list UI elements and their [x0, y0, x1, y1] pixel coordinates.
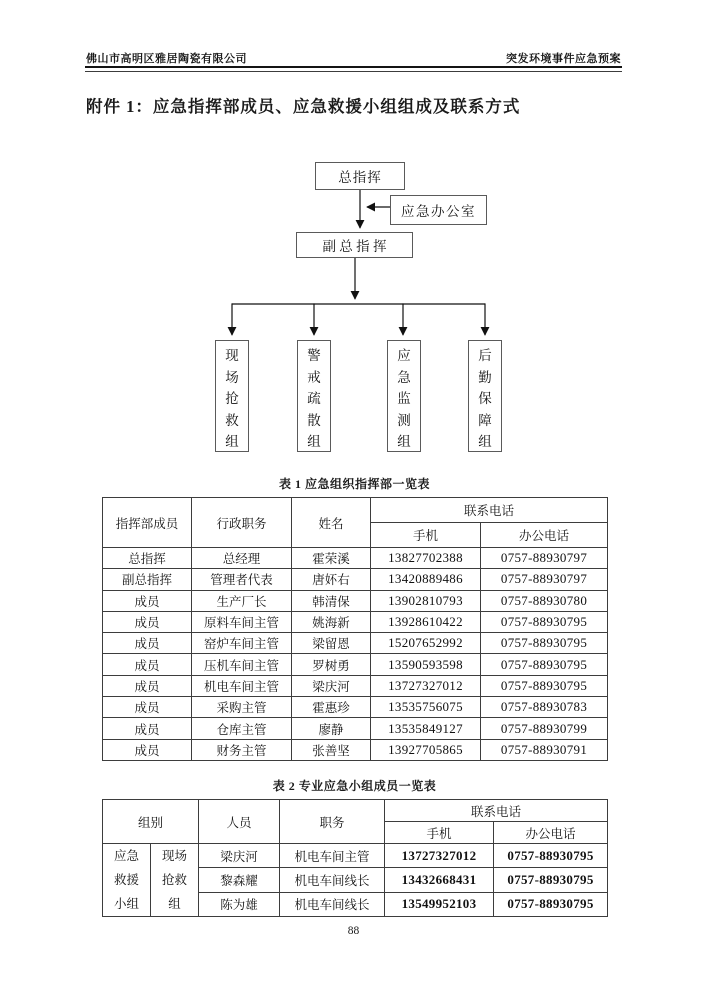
table-row — [103, 654, 608, 675]
cell-office-phone: 0757-88930795 — [481, 611, 608, 632]
cell-title: 仓库主管 — [192, 718, 292, 739]
cell-mobile: 13928610422 — [371, 611, 481, 632]
cell-role: 总指挥 — [103, 548, 192, 569]
cell-title: 原料车间主管 — [192, 611, 292, 632]
col-header-phone-group: 联系电话 — [385, 800, 608, 822]
header-doc-name: 突发环境事件应急预案 — [506, 53, 621, 65]
table-header-row — [103, 800, 608, 822]
cell-name: 黎森耀 — [199, 868, 280, 892]
attachment-title: 附件 1：应急指挥部成员、应急救援小组组成及联系方式 — [86, 97, 521, 116]
table2-caption: 表 2 专业应急小组成员一览表 — [272, 779, 437, 793]
table-row — [103, 697, 608, 718]
col-header-group: 组别 — [103, 800, 199, 844]
node-label: 现场抢救组 — [225, 348, 239, 449]
table1-caption: 表 1 应急组织指挥部一览表 — [278, 477, 430, 491]
cell-subgroup-name — [151, 844, 199, 917]
cell-title: 机电车间线长 — [280, 868, 385, 892]
node-label: 应急监测组 — [397, 348, 411, 449]
cell-office-phone: 0757-88930791 — [481, 739, 608, 760]
col-header-mobile: 手机 — [385, 822, 494, 844]
cell-mobile: 13535849127 — [371, 718, 481, 739]
cell-mobile: 13420889486 — [371, 569, 481, 590]
cell-role: 成员 — [103, 697, 192, 718]
cell-mobile: 13727327012 — [385, 844, 494, 868]
cell-name: 梁留恩 — [292, 633, 371, 654]
col-header-office-phone: 办公电话 — [481, 523, 608, 548]
cell-title: 总经理 — [192, 548, 292, 569]
cell-name: 姚海新 — [292, 611, 371, 632]
cell-office-phone: 0757-88930783 — [481, 697, 608, 718]
cell-title: 机电车间线长 — [280, 892, 385, 916]
cell-title: 机电车间主管 — [192, 675, 292, 696]
cell-title: 生产厂长 — [192, 590, 292, 611]
col-header-name: 姓名 — [292, 498, 371, 548]
table-row — [103, 548, 608, 569]
cell-office-phone: 0757-88930795 — [494, 868, 608, 892]
org-chart — [0, 0, 707, 470]
col-header-person: 人员 — [199, 800, 280, 844]
emergency-team-table — [102, 799, 608, 917]
col-header-phone-group: 联系电话 — [371, 498, 608, 523]
cell-role: 成员 — [103, 633, 192, 654]
cell-title: 窑炉车间主管 — [192, 633, 292, 654]
node-label: 后勤保障组 — [478, 348, 492, 449]
cell-office-phone: 0757-88930780 — [481, 590, 608, 611]
cell-title: 管理者代表 — [192, 569, 292, 590]
col-header-member: 指挥部成员 — [103, 498, 192, 548]
cell-role: 成员 — [103, 739, 192, 760]
cell-mobile: 13727327012 — [371, 675, 481, 696]
cell-office-phone: 0757-88930799 — [481, 718, 608, 739]
cell-name: 张善坚 — [292, 739, 371, 760]
cell-group-name — [103, 844, 151, 917]
command-hq-table — [102, 497, 608, 761]
node-label: 警戒疏散组 — [307, 348, 321, 449]
cell-role: 成员 — [103, 611, 192, 632]
cell-name: 霍荣溪 — [292, 548, 371, 569]
node-logistics-support-group — [468, 340, 502, 452]
table-row — [103, 611, 608, 632]
table-row — [103, 569, 608, 590]
cell-title: 采购主管 — [192, 697, 292, 718]
col-header-admin-title: 行政职务 — [192, 498, 292, 548]
cell-name: 唐妚右 — [292, 569, 371, 590]
cell-mobile: 13927705865 — [371, 739, 481, 760]
cell-name: 霍惠珍 — [292, 697, 371, 718]
cell-mobile: 13535756075 — [371, 697, 481, 718]
cell-name: 廖静 — [292, 718, 371, 739]
subgroup-name-label: 现场抢救组 — [162, 849, 188, 911]
cell-office-phone: 0757-88930795 — [494, 892, 608, 916]
table-row — [103, 718, 608, 739]
page-number: 88 — [347, 925, 360, 937]
cell-office-phone: 0757-88930795 — [481, 633, 608, 654]
cell-role: 成员 — [103, 675, 192, 696]
node-deputy-commander: 副 总 指 挥 — [296, 232, 413, 258]
table-header-row — [103, 498, 608, 523]
cell-role: 成员 — [103, 590, 192, 611]
cell-mobile: 13432668431 — [385, 868, 494, 892]
cell-title: 压机车间主管 — [192, 654, 292, 675]
table-row — [103, 675, 608, 696]
node-alert-evacuation-group — [297, 340, 331, 452]
table-row — [103, 844, 608, 868]
node-emergency-monitoring-group — [387, 340, 421, 452]
cell-name: 罗树勇 — [292, 654, 371, 675]
cell-name: 梁庆河 — [292, 675, 371, 696]
cell-mobile: 13827702388 — [371, 548, 481, 569]
node-onsite-rescue-group — [215, 340, 249, 452]
header-company-name: 佛山市高明区雅居陶瓷有限公司 — [86, 53, 247, 65]
node-emergency-office: 应急办公室 — [390, 195, 487, 225]
cell-name: 梁庆河 — [199, 844, 280, 868]
table-row — [103, 633, 608, 654]
cell-office-phone: 0757-88930795 — [481, 654, 608, 675]
cell-office-phone: 0757-88930795 — [494, 844, 608, 868]
node-chief-commander: 总指挥 — [315, 162, 405, 190]
cell-name: 韩清保 — [292, 590, 371, 611]
cell-role: 副总指挥 — [103, 569, 192, 590]
group-name-label: 应急救援小组 — [114, 849, 140, 911]
cell-mobile: 13549952103 — [385, 892, 494, 916]
cell-office-phone: 0757-88930795 — [481, 675, 608, 696]
cell-role: 成员 — [103, 718, 192, 739]
table-row — [103, 590, 608, 611]
col-header-title: 职务 — [280, 800, 385, 844]
cell-mobile: 13902810793 — [371, 590, 481, 611]
cell-role: 成员 — [103, 654, 192, 675]
cell-office-phone: 0757-88930797 — [481, 569, 608, 590]
col-header-mobile: 手机 — [371, 523, 481, 548]
cell-title: 机电车间主管 — [280, 844, 385, 868]
table-row — [103, 739, 608, 760]
cell-mobile: 15207652992 — [371, 633, 481, 654]
cell-name: 陈为雄 — [199, 892, 280, 916]
cell-office-phone: 0757-88930797 — [481, 548, 608, 569]
cell-mobile: 13590593598 — [371, 654, 481, 675]
cell-title: 财务主管 — [192, 739, 292, 760]
col-header-office-phone: 办公电话 — [494, 822, 608, 844]
